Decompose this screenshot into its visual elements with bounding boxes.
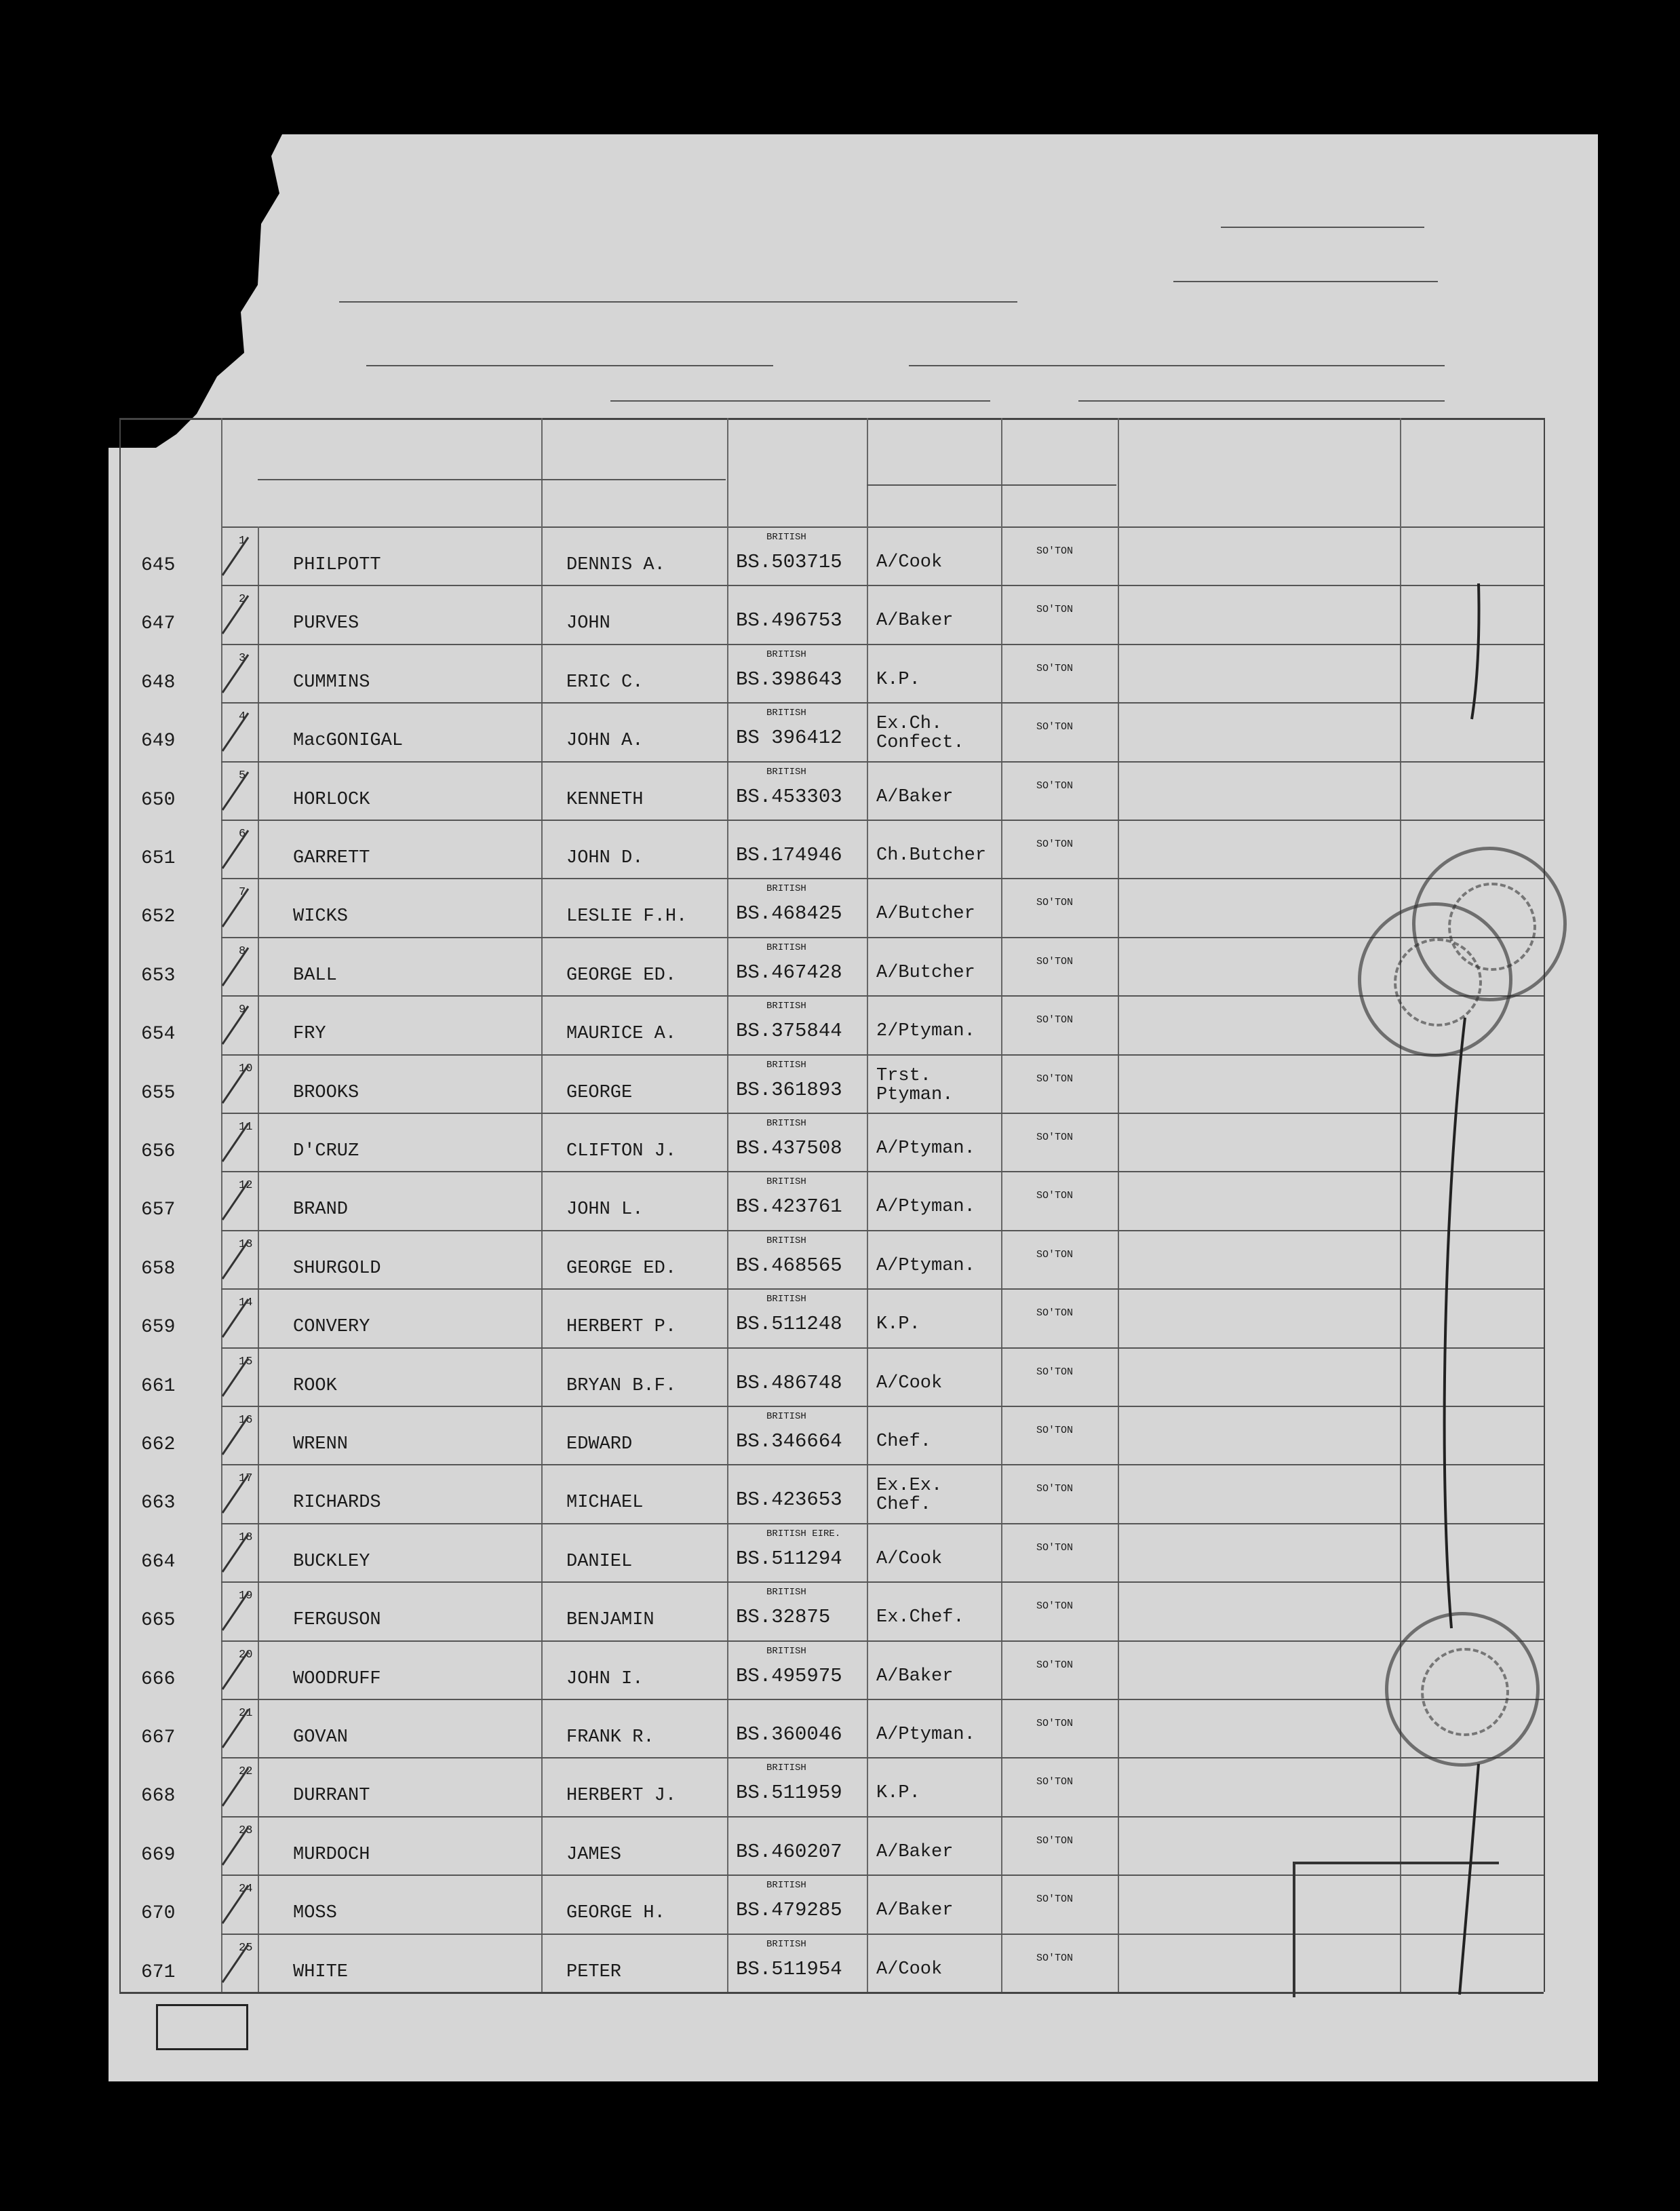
row-divider [221, 820, 1544, 821]
where-shipped: SO'TON [1036, 1073, 1074, 1085]
nationality: BRITISH [766, 942, 806, 953]
row-divider [221, 761, 1544, 763]
nationality: BRITISH [766, 1294, 806, 1305]
art-number: 662 [141, 1434, 176, 1455]
crew-position: A/Cook [876, 1372, 943, 1393]
row-divider [221, 644, 1544, 645]
crew-position: A/Cook [876, 552, 943, 573]
line-number: 23 [239, 1824, 253, 1837]
art-number: 661 [141, 1375, 176, 1397]
line-number: 4 [239, 710, 246, 724]
passport-number: BS.423761 [736, 1195, 842, 1218]
where-shipped: SO'TON [1036, 1541, 1074, 1554]
where-shipped: SO'TON [1036, 1600, 1074, 1613]
family-name: MURDOCH [293, 1844, 370, 1865]
family-name: CUMMINS [293, 672, 370, 693]
crew-position: A/Ptyman. [876, 1138, 975, 1159]
check-tick-mark [216, 1296, 256, 1344]
crew-position: 2/Ptyman. [876, 1021, 975, 1042]
line-number: 5 [239, 769, 246, 782]
line-number: 21 [239, 1707, 253, 1720]
line-number: 11 [239, 1121, 253, 1134]
family-name: WICKS [293, 906, 349, 927]
crew-position: A/Baker [876, 1666, 954, 1687]
art-number: 645 [141, 555, 176, 576]
where-shipped: SO'TON [1036, 1190, 1074, 1202]
family-name: GOVAN [293, 1727, 349, 1748]
art-number: 650 [141, 789, 176, 811]
art-number: 667 [141, 1727, 176, 1748]
family-name: PHILPOTT [293, 555, 381, 575]
where-shipped: SO'TON [1036, 1307, 1074, 1320]
crew-position: A/Ptyman. [876, 1725, 975, 1745]
row-divider [221, 1816, 1544, 1818]
passport-number: BS.511294 [736, 1547, 842, 1570]
row-divider [221, 1406, 1544, 1407]
passport-number: BS.423653 [736, 1488, 842, 1512]
where-shipped: SO'TON [1036, 721, 1074, 733]
given-name: HERBERT J. [566, 1786, 677, 1807]
art-number: 657 [141, 1199, 176, 1221]
line-number: 14 [239, 1296, 253, 1310]
crew-position: Ex.Ex. Chef. [876, 1476, 943, 1516]
passport-number: BS.437508 [736, 1137, 842, 1159]
check-tick-mark [216, 593, 256, 640]
family-name: DURRANT [293, 1786, 370, 1807]
check-tick-mark [216, 1649, 256, 1696]
family-name: WOODRUFF [293, 1668, 381, 1689]
passport-number: BS.375844 [736, 1020, 842, 1043]
crew-position: A/Baker [876, 1900, 954, 1921]
passport-number: BS.468425 [736, 902, 842, 925]
where-shipped: SO'TON [1036, 1483, 1074, 1495]
nationality: BRITISH [766, 1411, 806, 1422]
given-name: LESLIE F.H. [566, 906, 688, 927]
where-shipped: SO'TON [1036, 1014, 1074, 1026]
crew-position: A/Baker [876, 786, 954, 807]
check-tick-mark [216, 710, 256, 758]
family-name: BALL [293, 965, 337, 986]
column-divider [541, 418, 543, 1992]
row-divider [221, 1699, 1544, 1700]
crew-position: Trst. Ptyman. [876, 1065, 954, 1105]
given-name: GEORGE H. [566, 1903, 665, 1924]
passport-number: BS.479285 [736, 1899, 842, 1922]
nationality: BRITISH [766, 1118, 806, 1129]
art-number: 651 [141, 848, 176, 869]
line-number: 2 [239, 593, 246, 607]
family-name: MOSS [293, 1903, 337, 1924]
row-divider [221, 1230, 1544, 1231]
given-name: JOHN D. [566, 848, 644, 868]
where-shipped: SO'TON [1036, 1834, 1074, 1847]
passport-number: BS.174946 [736, 844, 842, 866]
given-name: HERBERT P. [566, 1317, 677, 1338]
column-divider [258, 526, 259, 1992]
art-number: 668 [141, 1786, 176, 1807]
given-name: JOHN [566, 613, 610, 634]
family-name: BROOKS [293, 1082, 359, 1103]
nationality: BRITISH [766, 708, 806, 719]
passport-number: BS.468565 [736, 1254, 842, 1277]
passport-number: BS.486748 [736, 1371, 842, 1394]
check-tick-mark [216, 1707, 256, 1754]
check-tick-mark [216, 652, 256, 699]
line-number: 12 [239, 1179, 253, 1193]
crew-position: A/Cook [876, 1959, 943, 1980]
crew-position: Chef. [876, 1431, 932, 1452]
where-shipped: SO'TON [1036, 1893, 1074, 1906]
column-divider [1544, 418, 1545, 1992]
given-name: CLIFTON J. [566, 1141, 677, 1161]
column-divider [1400, 418, 1401, 1992]
check-tick-mark [216, 1883, 256, 1930]
check-tick-mark [216, 1062, 256, 1110]
where-shipped: SO'TON [1036, 1718, 1074, 1729]
crew-position: Ex.Chef. [876, 1607, 964, 1628]
column-divider [727, 418, 728, 1992]
nationality: BRITISH [766, 883, 806, 895]
where-shipped: SO'TON [1036, 1659, 1074, 1671]
family-name: ROOK [293, 1375, 337, 1396]
nationality: BRITISH [766, 1880, 806, 1891]
line-number: 1 [239, 535, 246, 547]
passport-number: BS.467428 [736, 961, 842, 984]
crew-position: Ex.Ch. Confect. [876, 714, 964, 754]
row-divider [221, 937, 1544, 938]
passport-number: BS 396412 [736, 727, 842, 750]
given-name: DENNIS A. [566, 555, 665, 575]
where-shipped: SO'TON [1036, 1776, 1074, 1788]
where-shipped: SO'TON [1036, 897, 1074, 909]
handwritten-bracket-lines [1424, 583, 1512, 2015]
family-name: D'CRUZ [293, 1141, 359, 1161]
passport-number: BS.346664 [736, 1430, 842, 1453]
where-shipped: SO'TON [1036, 662, 1074, 674]
check-tick-mark [216, 886, 256, 934]
given-name: BENJAMIN [566, 1610, 655, 1631]
nationality: BRITISH [766, 766, 806, 777]
check-tick-mark [216, 1356, 256, 1403]
given-name: GEORGE ED. [566, 1258, 677, 1279]
where-shipped: SO'TON [1036, 1952, 1074, 1964]
line-number: 15 [239, 1355, 253, 1368]
line-number: 20 [239, 1648, 253, 1661]
passport-number: BS.511959 [736, 1782, 842, 1805]
where-shipped: SO'TON [1036, 839, 1074, 850]
given-name: BRYAN B.F. [566, 1375, 677, 1396]
row-divider [221, 1288, 1544, 1290]
art-number: 648 [141, 672, 176, 693]
nationality: BRITISH [766, 532, 806, 543]
nationality: BRITISH [766, 649, 806, 660]
art-number: 666 [141, 1668, 176, 1690]
art-number: 665 [141, 1610, 176, 1632]
crew-position: A/Ptyman. [876, 1255, 975, 1276]
row-divider [221, 1171, 1544, 1172]
check-tick-mark [216, 1472, 256, 1520]
passport-number: BS.495975 [736, 1664, 842, 1687]
row-divider [221, 1581, 1544, 1583]
where-shipped: SO'TON [1036, 545, 1074, 557]
given-name: JOHN L. [566, 1199, 644, 1220]
art-number: 649 [141, 731, 176, 752]
row-divider [221, 1054, 1544, 1056]
line-number: 16 [239, 1414, 253, 1427]
passport-number: BS.360046 [736, 1723, 842, 1746]
where-shipped: SO'TON [1036, 955, 1074, 967]
crew-position: K.P. [876, 669, 920, 690]
passport-number: BS.460207 [736, 1840, 842, 1863]
family-name: SHURGOLD [293, 1258, 381, 1279]
line-number: 7 [239, 886, 246, 900]
check-tick-mark [216, 1590, 256, 1637]
crew-position: A/Butcher [876, 962, 975, 983]
total-box [156, 2004, 248, 2050]
row-divider [221, 702, 1544, 704]
row-divider [221, 585, 1544, 586]
nationality: BRITISH [766, 1587, 806, 1598]
where-shipped: SO'TON [1036, 1425, 1074, 1436]
family-name: FERGUSON [293, 1610, 381, 1631]
given-name: PETER [566, 1961, 622, 1982]
check-tick-mark [216, 1179, 256, 1227]
line-number: 13 [239, 1237, 253, 1251]
family-name: GARRETT [293, 848, 370, 868]
column-divider [1118, 418, 1119, 1992]
crew-position: A/Baker [876, 611, 954, 632]
line-number: 17 [239, 1472, 253, 1486]
nationality: BRITISH [766, 1763, 806, 1774]
where-shipped: SO'TON [1036, 1366, 1074, 1378]
nationality: BRITISH [766, 1938, 806, 1950]
passport-number: BS.503715 [736, 551, 842, 573]
column-divider [867, 418, 868, 1992]
family-name: WRENN [293, 1434, 349, 1455]
art-number: 656 [141, 1141, 176, 1162]
given-name: MICHAEL [566, 1493, 644, 1514]
line-number: 24 [239, 1883, 253, 1896]
check-tick-mark [216, 1765, 256, 1813]
check-tick-mark [216, 1824, 256, 1872]
passport-number: BS.32875 [736, 1606, 831, 1629]
art-number: 659 [141, 1317, 176, 1339]
given-name: KENNETH [566, 789, 644, 810]
row-divider [221, 878, 1544, 879]
family-name: CONVERY [293, 1317, 370, 1338]
family-name: BUCKLEY [293, 1551, 370, 1572]
art-number: 669 [141, 1844, 176, 1866]
nationality: BRITISH [766, 1645, 806, 1657]
row-divider [221, 1113, 1544, 1114]
check-tick-mark [216, 1003, 256, 1051]
art-number: 670 [141, 1903, 176, 1925]
crew-position: A/Ptyman. [876, 1197, 975, 1218]
given-name: JOHN I. [566, 1668, 644, 1689]
row-divider [221, 995, 1544, 997]
given-name: GEORGE [566, 1082, 633, 1103]
row-divider [221, 1640, 1544, 1642]
art-number: 663 [141, 1493, 176, 1514]
nationality: BRITISH [766, 1176, 806, 1188]
art-number: 653 [141, 965, 176, 986]
check-tick-mark [216, 1531, 256, 1579]
given-name: ERIC C. [566, 672, 644, 693]
given-name: EDWARD [566, 1434, 633, 1455]
check-tick-mark [216, 1414, 256, 1461]
nationality: BRITISH [766, 1059, 806, 1071]
where-shipped: SO'TON [1036, 604, 1074, 616]
where-shipped: SO'TON [1036, 1132, 1074, 1143]
art-number: 664 [141, 1551, 176, 1573]
family-name: BRAND [293, 1199, 349, 1220]
line-number: 3 [239, 651, 246, 665]
check-tick-mark [216, 1942, 256, 1989]
where-shipped: SO'TON [1036, 780, 1074, 792]
art-number: 647 [141, 613, 176, 635]
row-divider [221, 1523, 1544, 1524]
check-tick-mark [216, 828, 256, 875]
row-divider [221, 1347, 1544, 1349]
given-name: MAURICE A. [566, 1024, 677, 1045]
nationality: BRITISH [766, 1235, 806, 1246]
passport-number: BS.511248 [736, 1313, 842, 1336]
passport-number: BS.361893 [736, 1078, 842, 1101]
crew-position: A/Butcher [876, 904, 975, 925]
family-name: MacGONIGAL [293, 731, 404, 752]
check-tick-mark [216, 535, 256, 582]
check-tick-mark [216, 1238, 256, 1286]
check-tick-mark [216, 945, 256, 993]
line-number: 22 [239, 1765, 253, 1779]
given-name: JOHN A. [566, 731, 644, 752]
check-tick-mark [216, 769, 256, 817]
passport-number: BS.511954 [736, 1957, 842, 1980]
nationality: BRITISH [766, 1001, 806, 1012]
art-number: 652 [141, 906, 176, 928]
given-name: FRANK R. [566, 1727, 655, 1748]
crew-position: K.P. [876, 1783, 920, 1804]
line-number: 18 [239, 1531, 253, 1544]
family-name: FRY [293, 1024, 326, 1045]
given-name: DANIEL [566, 1551, 633, 1572]
column-divider [119, 418, 121, 1992]
family-name: PURVES [293, 613, 359, 634]
passport-number: BS.496753 [736, 609, 842, 632]
where-shipped: SO'TON [1036, 1248, 1074, 1261]
crew-position: A/Cook [876, 1548, 943, 1569]
line-number: 6 [239, 828, 246, 841]
crew-position: K.P. [876, 1314, 920, 1335]
row-divider [221, 1464, 1544, 1465]
family-name: WHITE [293, 1961, 349, 1982]
line-number: 9 [239, 1003, 246, 1017]
check-tick-mark [216, 1121, 256, 1168]
line-number: 8 [239, 944, 246, 958]
given-name: GEORGE ED. [566, 965, 677, 986]
torn-corner [102, 129, 292, 455]
passport-number: BS.453303 [736, 785, 842, 808]
row-divider [221, 1757, 1544, 1758]
family-name: RICHARDS [293, 1493, 381, 1514]
art-number: 658 [141, 1258, 176, 1280]
nationality: BRITISH EIRE. [766, 1528, 841, 1539]
art-number: 655 [141, 1082, 176, 1104]
family-name: HORLOCK [293, 789, 370, 810]
column-divider [1001, 418, 1002, 1992]
line-number: 10 [239, 1062, 253, 1075]
given-name: JAMES [566, 1844, 622, 1865]
art-number: 671 [141, 1961, 176, 1983]
crew-position: A/Baker [876, 1841, 954, 1862]
passport-number: BS.398643 [736, 668, 842, 691]
line-number: 25 [239, 1941, 253, 1955]
crew-position: Ch.Butcher [876, 845, 987, 866]
art-number: 654 [141, 1024, 176, 1045]
line-number: 19 [239, 1590, 253, 1603]
